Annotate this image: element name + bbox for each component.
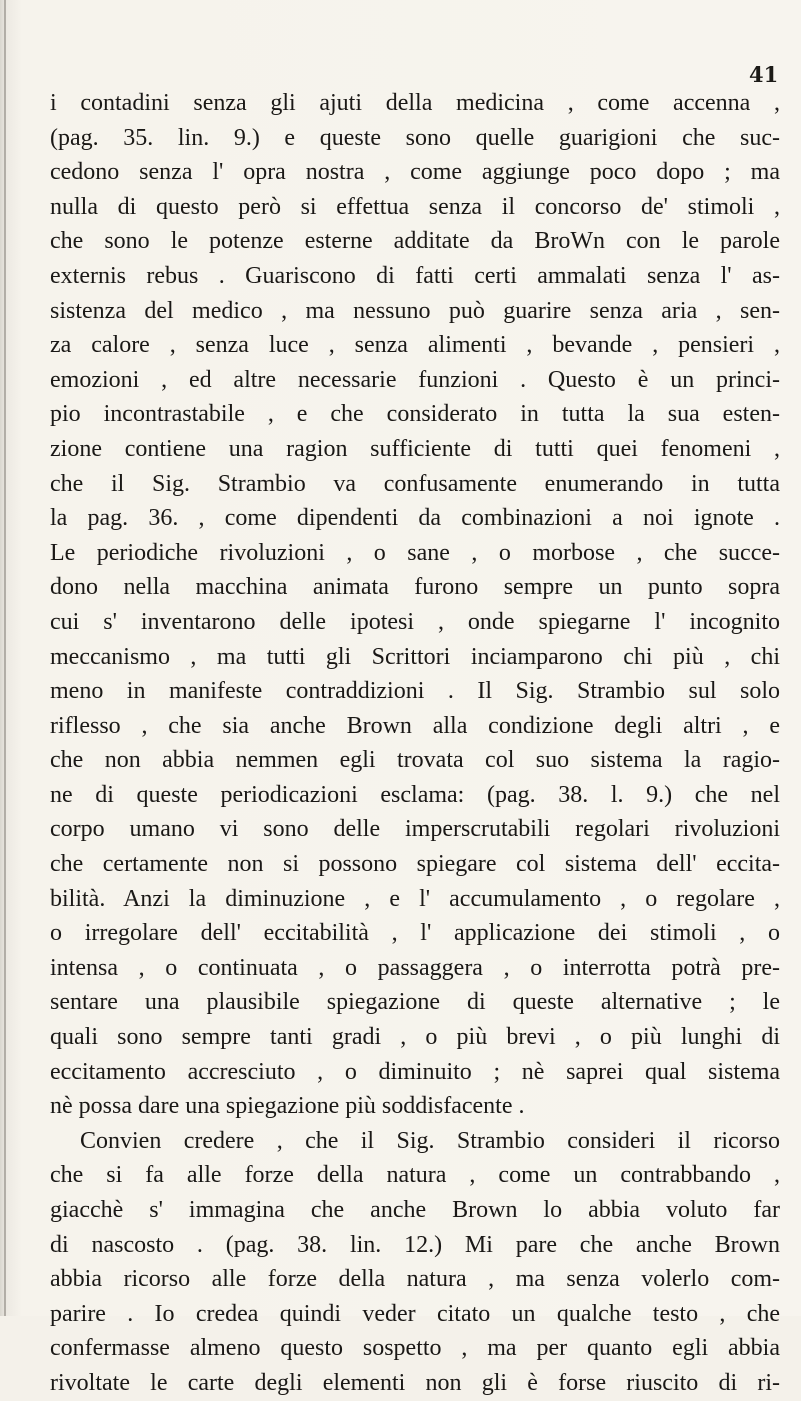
text-line: Le periodiche rivoluzioni , o sane , o morbose , che succe- [50, 539, 780, 566]
text-line: quali sono sempre tanti gradi , o più brevi , o più lunghi di [50, 1024, 780, 1051]
text-line: giacchè s' immagina che anche Brown lo abbia voluto far [50, 1197, 780, 1223]
body-text [50, 86, 780, 1401]
text-line: rivoltate le carte degli elementi non gli è forse riuscito di ri- [50, 1369, 780, 1396]
text-line: nulla di questo però si effettua senza il concorso de' stimoli , [50, 193, 780, 220]
text-line: bilità. Anzi la diminuzione , e l' accumulamento , o regolare , [50, 885, 780, 912]
text-line: intensa , o continuata , o passaggera , o interrotta potrà pre- [50, 954, 780, 981]
text-line: cui s' inventarono delle ipotesi , onde spiegarne l' incognito [50, 608, 780, 635]
text-line: la pag. 36. , come dipendenti da combinazioni a noi ignote . [50, 505, 780, 532]
text-line: pio incontrastabile , e che considerato in tutta la sua esten- [50, 401, 780, 428]
text-line: nè possa dare una spiegazione più soddisfacente . [50, 1093, 525, 1120]
text-line: parire . Io credea quindi veder citato un qualche testo , che [50, 1300, 780, 1327]
text-line: che sono le potenze esterne additate da BroWn con le parole [50, 228, 780, 255]
text-line: che si fa alle forze della natura , come un contrabbando , [50, 1162, 780, 1189]
text-line: che certamente non si possono spiegare col sistema dell' eccita- [50, 851, 780, 878]
text-line: emozioni , ed altre necessarie funzioni . Questo è un princi- [50, 366, 780, 393]
text-line: eccitamento accresciuto , o diminuito ; nè saprei qual sistema [50, 1058, 780, 1085]
text-line: externis rebus . Guariscono di fatti certi ammalati senza l' as- [50, 262, 780, 289]
page-number: 41 [749, 62, 779, 87]
text-line: ne di queste periodicazioni esclama: (pag. 38. l. 9.) che nel [50, 781, 780, 808]
text-line: cedono senza l' opra nostra , come aggiunge poco dopo ; ma [50, 159, 780, 186]
text-line: Convien credere , che il Sig. Strambio consideri il ricorso [80, 1127, 780, 1154]
text-line: sentare una plausibile spiegazione di queste alternative ; le [50, 989, 780, 1016]
text-line: za calore , senza luce , senza alimenti , bevande , pensieri , [50, 332, 780, 359]
text-line: che non abbia nemmen egli trovata col suo sistema la ragio- [50, 747, 780, 774]
text-line: corpo umano vi sono delle imperscrutabili regolari rivoluzioni [50, 816, 780, 843]
text-line: o irregolare dell' eccitabilità , l' applicazione dei stimoli , o [50, 920, 780, 947]
text-line: meccanismo , ma tutti gli Scrittori inciamparono chi più , chi [50, 643, 780, 670]
text-line: i contadini senza gli ajuti della medicina , come accenna , [50, 90, 780, 116]
text-line: che il Sig. Strambio va confusamente enumerando in tutta [50, 470, 780, 497]
text-line: di nascosto . (pag. 38. lin. 12.) Mi pare che anche Brown [50, 1231, 780, 1258]
binding-edge [4, 0, 6, 1316]
text-line: (pag. 35. lin. 9.) e queste sono quelle guarigioni che suc- [50, 124, 780, 151]
text-line: zione contiene una ragion sufficiente di tutti quei fenomeni , [50, 435, 780, 462]
text-line: dono nella macchina animata furono sempre un punto sopra [50, 574, 780, 601]
text-line: meno in manifeste contraddizioni . Il Sig. Strambio sul solo [50, 678, 780, 705]
text-line: abbia ricorso alle forze della natura , ma senza volerlo com- [50, 1266, 780, 1293]
text-line: sistenza del medico , ma nessuno può guarire senza aria , sen- [50, 297, 780, 324]
text-line: confermasse almeno questo sospetto , ma per quanto egli abbia [50, 1335, 780, 1362]
text-line: riflesso , che sia anche Brown alla condizione degli altri , e [50, 712, 780, 739]
